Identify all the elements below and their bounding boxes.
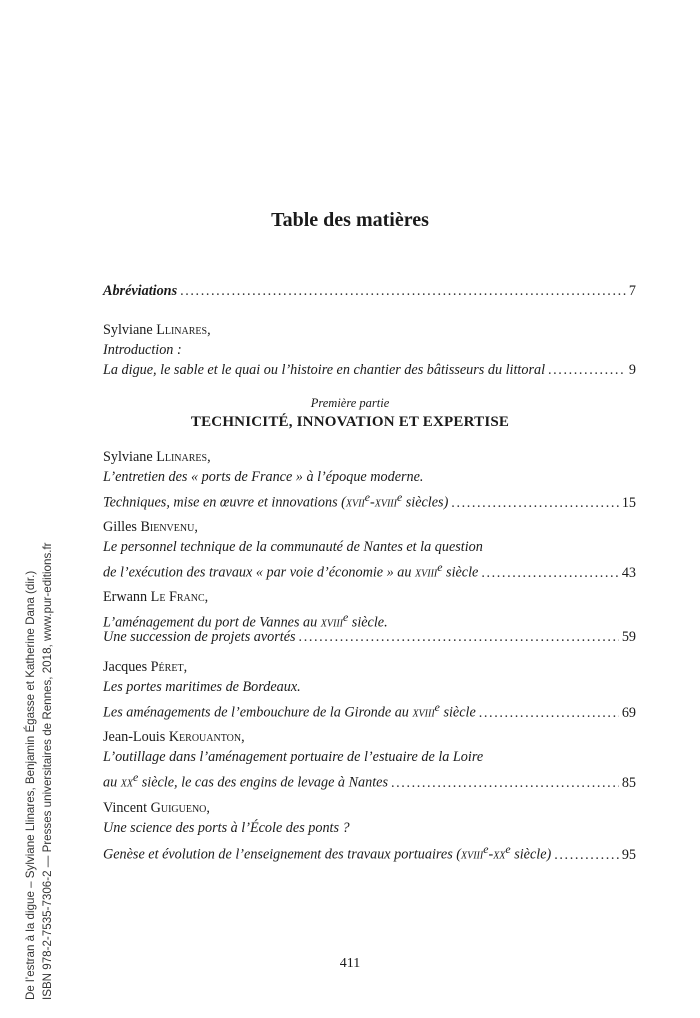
- page-ref: 7: [628, 283, 636, 299]
- leader-dots: [548, 359, 626, 381]
- section-pre-title: Première partie: [310, 396, 390, 410]
- side-credit-line: ISBN 978-2-7535-7306-2 — Presses universitaires de Rennes, 2018, www.pur-editions.fr: [41, 542, 54, 1000]
- entry-title: de l’exécution des travaux « par voie d’économie » au xviii$^e$ siècle: [103, 560, 479, 581]
- entry-title-line: L’aménagement du port de Vannes au xviii$^e$ siècle.: [103, 610, 388, 631]
- entry-author: Gilles Bienvenu,: [103, 519, 198, 535]
- toc-entry-1[interactable]: [103, 486, 636, 511]
- side-credit-line: De l’estran à la digue – Sylviane Llinares, Benjamin Égasse et Katherine Dana (dir.): [24, 570, 37, 1000]
- entry-author: Jean-Louis Kerouanton,: [103, 729, 245, 745]
- toc-entry-2[interactable]: [103, 556, 636, 581]
- leader-dots: [554, 844, 619, 866]
- page-title: Table des matières: [271, 209, 429, 231]
- page-ref: 43: [621, 564, 636, 581]
- toc-entry-5[interactable]: [103, 766, 636, 791]
- entry-title: Les aménagements de l’embouchure de la Gironde au xviii$^e$ siècle: [103, 700, 476, 721]
- entry-title: Une succession de projets avortés: [103, 629, 296, 645]
- page-number: 411: [339, 956, 361, 971]
- leader-dots: [180, 280, 626, 302]
- entry-title-line: Le personnel technique de la communauté de Nantes et la question: [103, 539, 483, 555]
- page-ref: 85: [621, 774, 636, 791]
- entry-title-line: L’entretien des « ports de France » à l’époque moderne.: [103, 469, 424, 485]
- toc-entry-3[interactable]: [103, 626, 636, 648]
- entry-title: La digue, le sable et le quai ou l’histoire en chantier des bâtisseurs du littoral: [103, 362, 546, 378]
- leader-dots: [299, 626, 619, 648]
- page-ref: 69: [621, 704, 636, 721]
- toc-entry-4[interactable]: [103, 696, 636, 721]
- entry-title-line: L’outillage dans l’aménagement portuaire de l’estuaire de la Loire: [103, 749, 484, 765]
- section-title: TECHNICITÉ, INNOVATION ET EXPERTISE: [190, 414, 510, 430]
- page-ref: 9: [628, 362, 636, 378]
- entry-title: Abréviations: [103, 283, 178, 299]
- leader-dots: [391, 772, 619, 794]
- leader-dots: [481, 562, 618, 584]
- page-ref: 15: [621, 494, 636, 511]
- entry-author: Vincent Guigueno,: [103, 800, 210, 816]
- entry-title-line: Les portes maritimes de Bordeaux.: [103, 679, 301, 695]
- leader-dots: [479, 702, 619, 724]
- page-ref: 95: [621, 846, 636, 863]
- entry-title: au $xx^e$ siècle, le cas des engins de levage à Nantes: [103, 770, 388, 791]
- entry-author: Erwann Le Franc,: [103, 589, 209, 605]
- toc-entry-6[interactable]: [103, 838, 636, 863]
- entry-title-line: Une science des ports à l’École des ponts ?: [103, 820, 350, 836]
- entry-title: Techniques, mise en œuvre et innovations (xvii$^e$-xviii$^e$ siècles): [103, 490, 449, 511]
- entry-author: Jacques Péret,: [103, 659, 188, 675]
- toc-entry-introduction[interactable]: [103, 359, 636, 381]
- toc-entry-abbreviations[interactable]: [103, 280, 636, 302]
- side-credit: [22, 542, 56, 1000]
- page-ref: 59: [621, 629, 636, 645]
- entry-author: Sylviane Llinares,: [103, 449, 211, 465]
- entry-title-line: Introduction :: [103, 342, 182, 358]
- entry-title: Genèse et évolution de l’enseignement des travaux portuaires ($xviii^e-xx^e$ siècle): [103, 842, 552, 863]
- entry-author: Sylviane Llinares,: [103, 322, 211, 338]
- leader-dots: [451, 492, 619, 514]
